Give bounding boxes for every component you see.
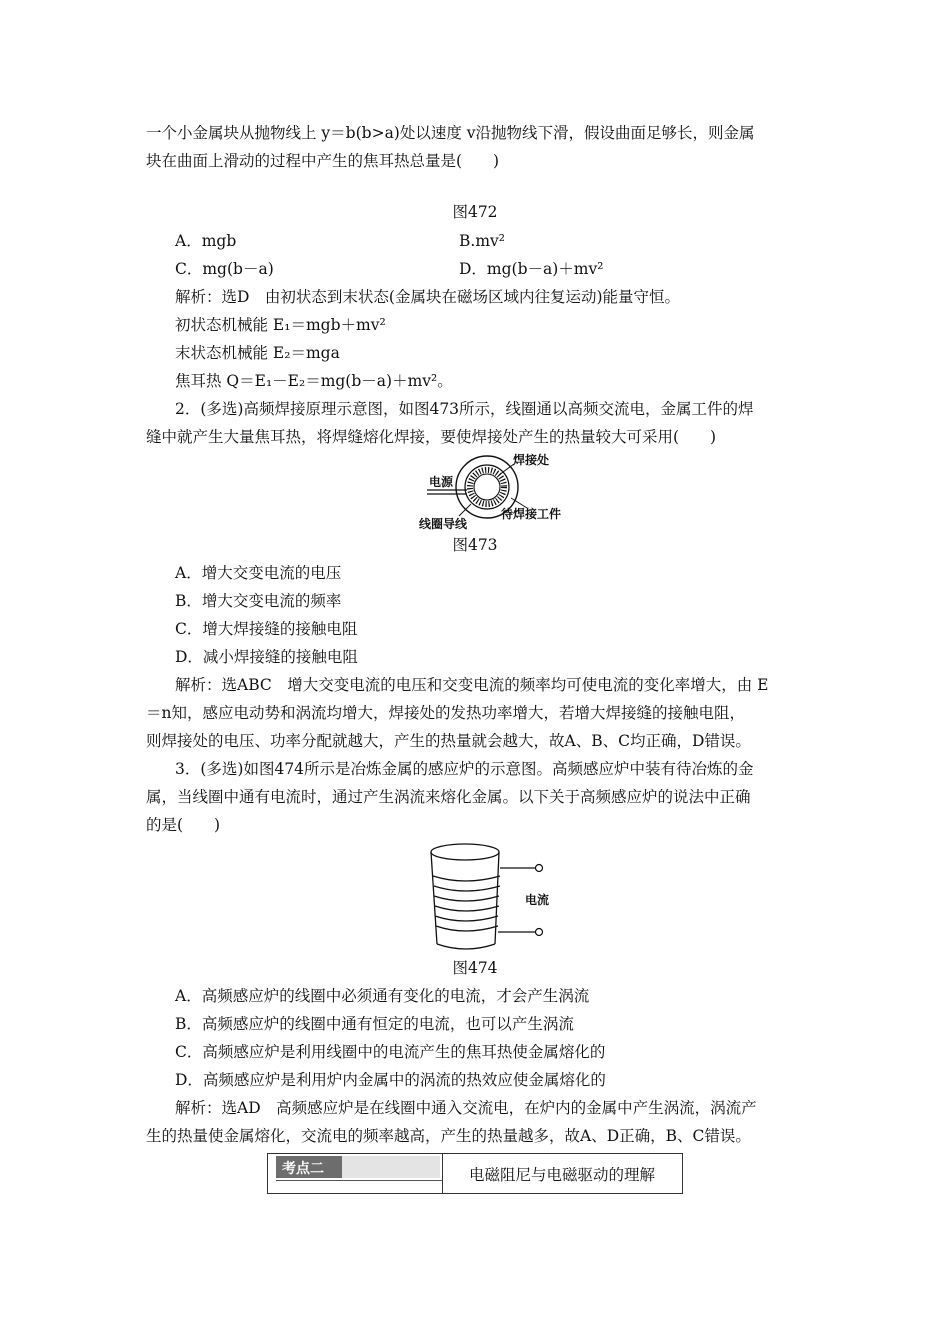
q1-option-c: C．mg(b－a) [175,260,274,278]
q1-figure-caption: 图472 [452,203,498,221]
q1-option-b: B.mv² [459,232,505,250]
q2-stem-line2: 缝中就产生大量焦耳热，将焊缝熔化焊接，要使焊接处产生的热量较大可采用( ) [146,428,717,446]
coil-turns [433,876,500,931]
q2-analysis-line1: 解析：选ABC 增大交变电流的电压和交变电流的频率均可使电流的变化率增大，由 E [175,676,769,694]
section-tag-label: 考点二 [282,1161,324,1177]
q2-option-c: C．增大焊接缝的接触电阻 [175,620,358,638]
q1-stem-line2: 块在曲面上滑动的过程中产生的焦耳热总量是( ) [146,152,500,170]
q1-option-d: D．mg(b－a)＋mv² [459,260,604,278]
q2-option-a: A．增大交变电流的电压 [175,564,342,582]
q3-analysis-line2: 生的热量使金属熔化，交流电的频率越高，产生的热量越多，故A、D正确，B、C错误。 [146,1127,751,1145]
q2-option-b: B．增大交变电流的频率 [175,592,342,610]
q2-analysis-line3: 则焊接处的电压、功率分配就越大，产生的热量就会越大，故A、B、C均正确，D错误。 [146,732,751,750]
label-workpiece: 待焊接工件 [501,507,562,521]
section-header-box [267,1153,683,1194]
welding-figure [415,450,575,532]
q3-figure-caption: 图474 [452,959,498,977]
terminal-top [536,865,543,872]
q2-analysis-line2: ＝n知，感应电动势和涡流均增大，焊接处的发热功率增大，若增大焊接缝的接触电阻， [146,704,745,722]
section-tag-underline [276,1180,443,1181]
q3-option-c: C．高频感应炉是利用线圈中的电流产生的焦耳热使金属熔化的 [175,1043,606,1061]
q1-stem-line1: 一个小金属块从抛物线上 y＝b(b>a)处以速度 v沿抛物线下滑，假设曲面足够长，则金属 [146,124,755,142]
label-current: 电流 [525,893,550,907]
q2-stem-line1: 2．(多选)高频焊接原理示意图，如图473所示，线圈通以高频交流电，金属工件的焊 [175,400,754,418]
terminal-bottom [536,929,543,936]
q1-initial-energy: 初状态机械能 E₁＝mgb＋mv² [175,316,386,334]
q3-stem-line3: 的是( ) [146,816,221,834]
q1-joule-heat: 焦耳热 Q＝E₁－E₂＝mg(b－a)＋mv²。 [175,372,453,390]
q3-stem-line1: 3．(多选)如图474所示是冶炼金属的感应炉的示意图。高频感应炉中装有待冶炼的金 [175,760,754,778]
q2-figure-caption: 图473 [452,536,498,554]
section-title: 电磁阻尼与电磁驱动的理解 [468,1166,655,1184]
q2-option-d: D．减小焊接缝的接触电阻 [175,648,358,666]
q1-analysis: 解析：选D 由初状态到末状态(金属块在磁场区域内往复运动)能量守恒。 [175,288,681,306]
section-tag-band [342,1156,440,1178]
q3-analysis-line1: 解析：选AD 高频感应炉是在线圈中通入交流电，在炉内的金属中产生涡流，涡流产 [175,1099,757,1117]
label-weld: 焊接处 [513,453,550,467]
q1-option-a: A．mgb [175,232,237,250]
furnace-top [431,844,499,860]
label-power: 电源 [429,475,454,489]
q3-stem-line2: 属，当线圈中通有电流时，通过产生涡流来熔化金属。以下关于高频感应炉的说法中正确 [146,788,751,806]
section-tag [276,1156,342,1178]
label-coil: 线圈导线 [419,517,468,531]
induction-furnace-figure [425,838,560,958]
q1-final-energy: 末状态机械能 E₂＝mga [175,344,340,362]
q3-option-b: B．高频感应炉的线圈中通有恒定的电流，也可以产生涡流 [175,1015,574,1033]
q3-option-a: A．高频感应炉的线圈中必须通有变化的电流，才会产生涡流 [175,987,590,1005]
q3-option-d: D．高频感应炉是利用炉内金属中的涡流的热效应使金属熔化的 [175,1071,606,1089]
